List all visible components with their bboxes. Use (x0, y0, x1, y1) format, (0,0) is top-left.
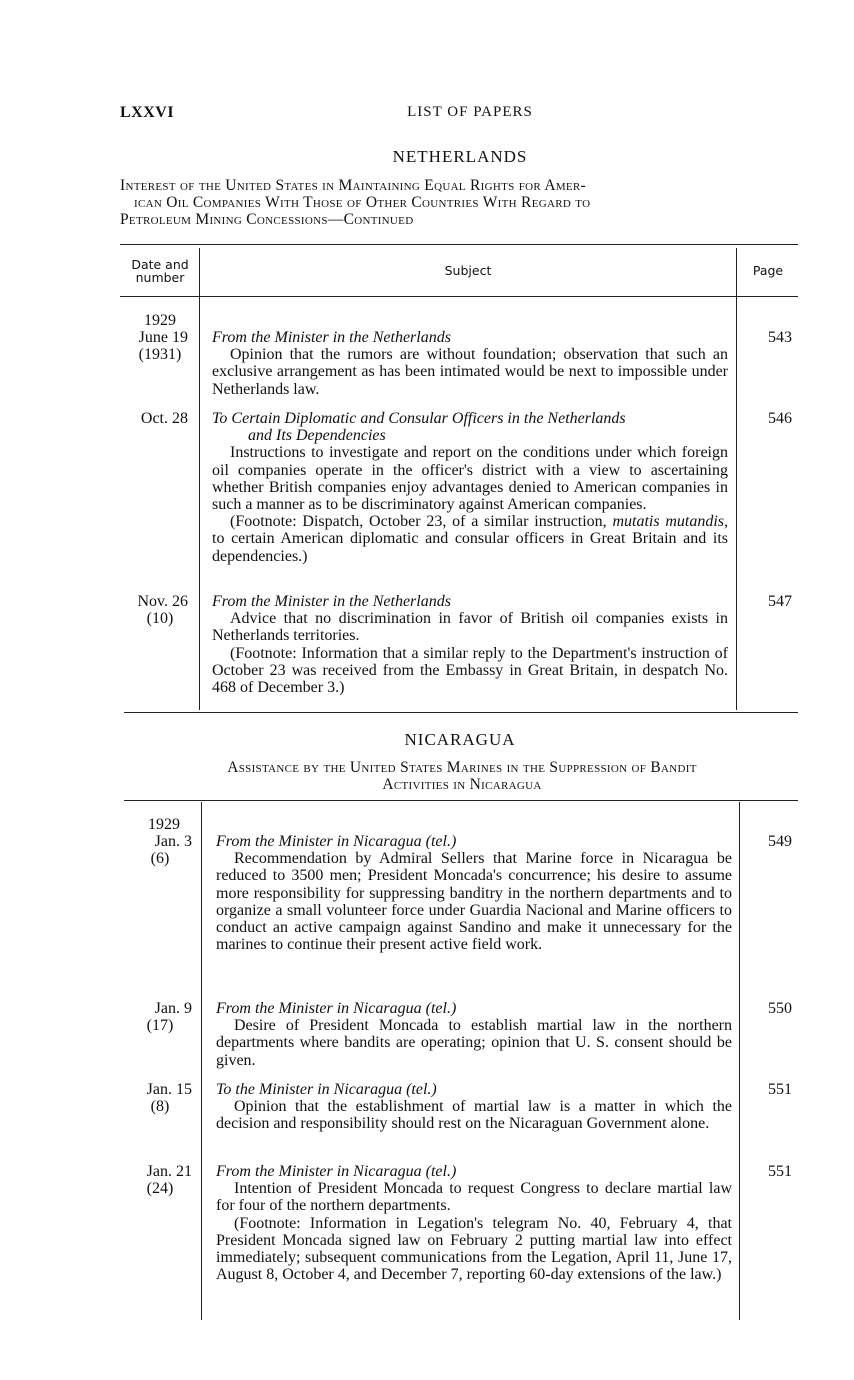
entry-subject (212, 329, 728, 398)
entry-page: 547 (768, 593, 792, 610)
table-header-rule (120, 296, 798, 297)
subject-heading-line: ican Oil Companies With Those of Other Countries With Regard to (134, 194, 591, 211)
entry-year: 1929 (148, 816, 180, 833)
column-header-date-line: Date and (131, 257, 189, 272)
entry-date: Jan. 9 (154, 1000, 192, 1017)
footnote-text: (Footnote: Dispatch, October 23, of a similar instruction, (230, 513, 607, 531)
entry-source: From the Minister in Nicaragua (tel.) (216, 1000, 457, 1017)
entry-date: Nov. 26 (137, 593, 188, 610)
column-header-page: Page (752, 263, 784, 278)
entry-date: Jan. 21 (146, 1163, 192, 1180)
table-bottom-rule (124, 712, 798, 713)
entry-subject (216, 1081, 732, 1133)
column-header-subject: Subject (444, 263, 492, 278)
entry-description: Intention of President Moncada to request Congress to declare martial law for four of the northern departments. (216, 1180, 732, 1215)
entry-page: 546 (768, 410, 792, 427)
section-subject-heading-netherlands (120, 177, 800, 228)
page-number: LXXVI (120, 104, 175, 121)
entry-date: June 19 (138, 329, 188, 346)
section-country-nicaragua: NICARAGUA (404, 730, 516, 749)
entry-source: From the Minister in the Netherlands (212, 329, 451, 346)
entry-subject (212, 593, 728, 696)
entry-description: Advice that no discrimination in favor of British oil companies exists in Netherlands territories. (212, 610, 728, 645)
entry-source: From the Minister in Nicaragua (tel.) (216, 833, 457, 850)
subject-heading-line: Petroleum Mining Concessions—Continued (120, 211, 414, 228)
footnote-italic-text: mutatis mutandis, (612, 513, 729, 531)
column-rule-left (201, 802, 202, 1320)
entry-footnote: (Footnote: Information that a similar reply to the Department's instruction of October 23 was received from the Embassy in Great Britain, in despatch No. 468 of December 3.) (212, 644, 728, 697)
entry-footnote (212, 513, 728, 565)
entry-description: Desire of President Moncada to establish martial law in the northern departments where bandits are operating; opinion that U. S. consent should be given. (216, 1017, 732, 1069)
running-head (120, 104, 800, 126)
subject-heading-line: Activities in Nicaragua (382, 776, 542, 793)
column-header-date-line: number (135, 270, 185, 285)
entry-page: 550 (768, 1000, 792, 1017)
entry-subject (216, 833, 732, 953)
column-rule-right (739, 802, 740, 1320)
footnote-text: to certain American diplomatic and consular officers in Great Britain and its dependencies.) (212, 530, 728, 565)
entry-description: Opinion that the establishment of martial law is a matter in which the decision and responsibility should rest on the Nicaraguan Government alone. (216, 1098, 732, 1133)
entry-subject (212, 410, 728, 565)
entry-page: 551 (768, 1163, 792, 1180)
entry-number: (1931) (138, 346, 182, 363)
subject-heading-line: Assistance by the United States Marines in the Suppression of Bandit (227, 759, 697, 776)
running-head-title: LIST OF PAPERS (407, 104, 533, 120)
entry-date: Jan. 3 (154, 833, 192, 850)
table-top-rule (120, 244, 798, 245)
entry-source-continued: and Its Dependencies (248, 427, 386, 445)
entry-description: Opinion that the rumors are without foundation; observation that such an exclusive arrangement as has been intimated would be next to impossible under Netherlands law. (212, 346, 728, 398)
entry-number: (24) (146, 1180, 174, 1197)
entry-number: (6) (150, 850, 170, 867)
entry-date: Jan. 15 (146, 1081, 192, 1098)
entry-subject (216, 1163, 732, 1283)
entry-source: From the Minister in the Netherlands (212, 593, 451, 610)
entry-description: Recommendation by Admiral Sellers that Marine force in Nicaragua be reduced to 3500 men; President Moncada's concurrence; his desire to assume more responsibility for suppressing banditry in the northern departments and to organize a small volunteer force under Guardia Nacional and Marine officers to conduct an active campaign against Sandino and make it unnecessary for the marines to continue their present active field work. (216, 850, 732, 954)
entry-footnote: (Footnote: Information in Legation's telegram No. 40, February 4, that President Moncada signed law on February 2 putting martial law into effect immediately; subsequent communications from the Legation, April 11, June 17, August 8, October 4, and December 7, reporting 60-day extensions of the law.) (216, 1214, 732, 1284)
section-subject-heading-nicaragua (124, 759, 800, 793)
entry-year: 1929 (144, 312, 176, 329)
table-top-rule (124, 800, 798, 801)
column-rule-right (736, 248, 737, 710)
entry-source: To Certain Diplomatic and Consular Officers in the Netherlands (212, 410, 626, 427)
entry-page: 543 (768, 329, 792, 346)
entry-page: 551 (768, 1081, 792, 1098)
entry-subject (216, 1000, 732, 1069)
section-country-netherlands: NETHERLANDS (392, 147, 528, 166)
entry-description: Instructions to investigate and report on the conditions under which foreign oil companies operate in the officer's district with a view to ascertaining whether British companies enjoy advantages denied to American companies in such a manner as to be discriminatory against American companies. (212, 444, 728, 514)
entry-page: 549 (768, 833, 792, 850)
column-header-date (122, 258, 198, 284)
entry-source: To the Minister in Nicaragua (tel.) (216, 1081, 437, 1098)
entry-date: Oct. 28 (140, 410, 188, 427)
subject-heading-line: Interest of the United States in Maintaining Equal Rights for Amer- (120, 177, 587, 194)
entry-number: (10) (146, 610, 174, 627)
entry-source: From the Minister in Nicaragua (tel.) (216, 1163, 457, 1180)
entry-number: (8) (150, 1098, 170, 1115)
entry-number: (17) (146, 1017, 174, 1034)
